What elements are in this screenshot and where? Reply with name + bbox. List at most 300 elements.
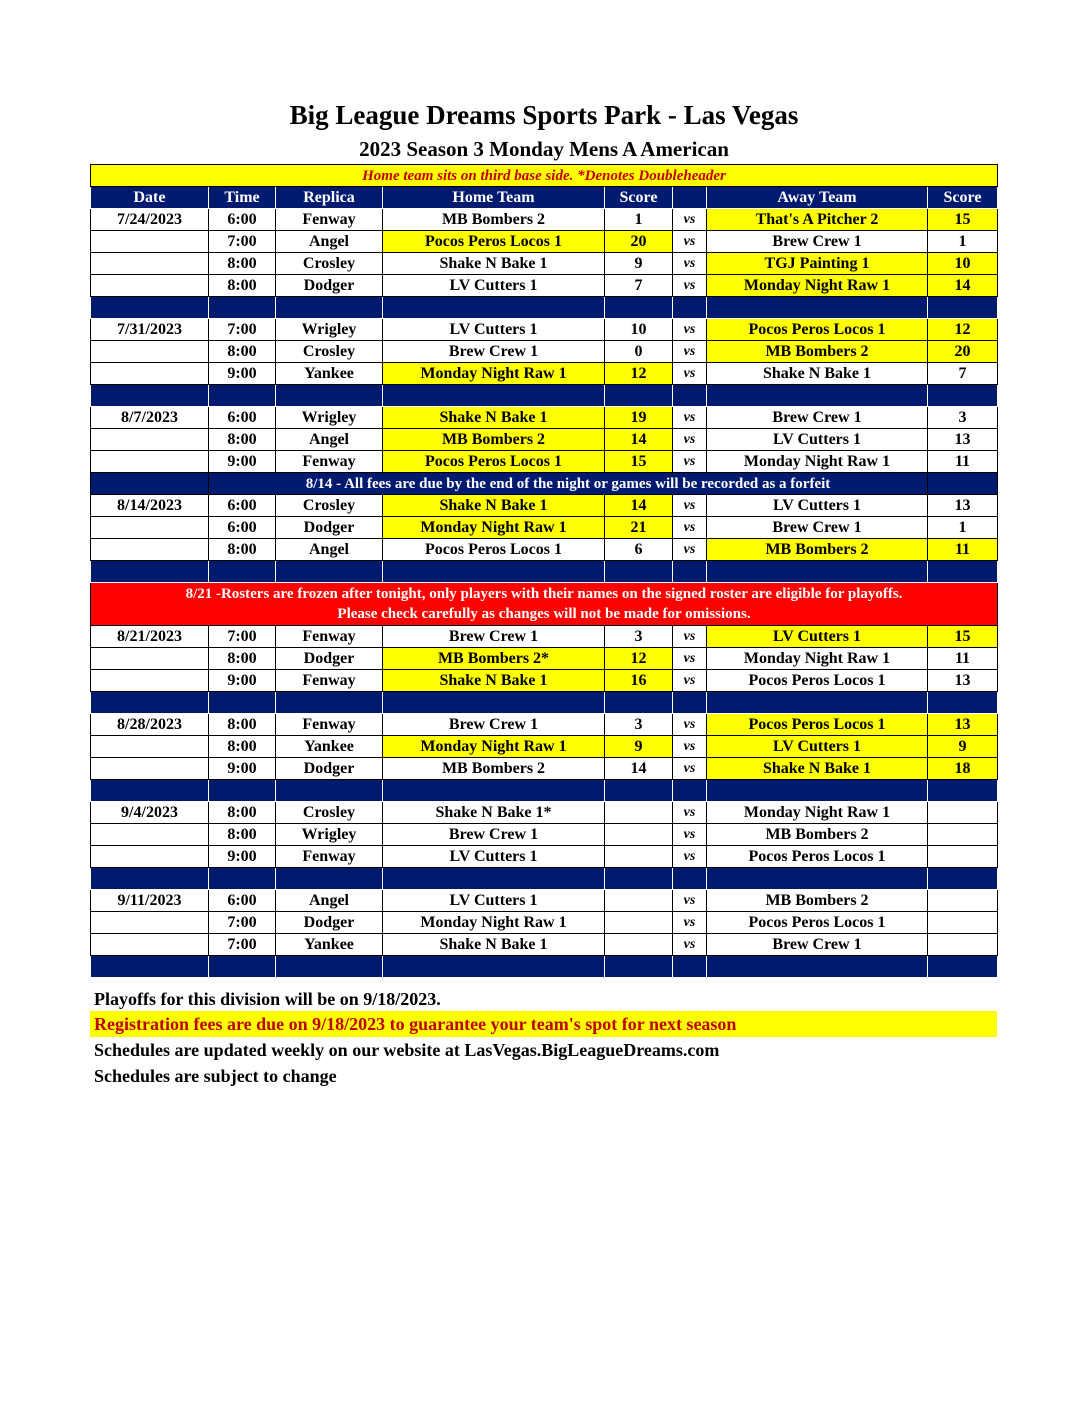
vs-label: vs (673, 912, 707, 934)
game-time: 8:00 (209, 341, 276, 363)
away-score: 13 (928, 495, 998, 517)
header-time: Time (209, 187, 276, 209)
away-score: 1 (928, 231, 998, 253)
game-row (91, 517, 998, 539)
game-time: 7:00 (209, 231, 276, 253)
home-score: 20 (605, 231, 673, 253)
game-time: 7:00 (209, 934, 276, 956)
vs-label: vs (673, 517, 707, 539)
home-score: 9 (605, 736, 673, 758)
game-time: 9:00 (209, 670, 276, 692)
game-field: Dodger (276, 912, 383, 934)
separator-cell (673, 561, 707, 583)
game-date (91, 253, 209, 275)
separator-cell (383, 956, 605, 978)
separator-cell (605, 956, 673, 978)
separator-cell (91, 297, 209, 319)
home-score: 1 (605, 209, 673, 231)
header-home-team: Home Team (383, 187, 605, 209)
vs-label: vs (673, 670, 707, 692)
game-row (91, 539, 998, 561)
separator-cell (605, 385, 673, 407)
home-score: 3 (605, 626, 673, 648)
game-date: 8/14/2023 (91, 495, 209, 517)
separator-cell (673, 868, 707, 890)
away-score: 11 (928, 539, 998, 561)
game-field: Dodger (276, 758, 383, 780)
vs-label: vs (673, 253, 707, 275)
away-score: 15 (928, 209, 998, 231)
game-row (91, 714, 998, 736)
away-team: Brew Crew 1 (707, 517, 928, 539)
separator-cell (605, 561, 673, 583)
header-date: Date (91, 187, 209, 209)
away-score: 20 (928, 341, 998, 363)
game-time: 6:00 (209, 890, 276, 912)
separator-cell (605, 780, 673, 802)
home-team: MB Bombers 2 (383, 209, 605, 231)
game-field: Wrigley (276, 824, 383, 846)
game-field: Fenway (276, 626, 383, 648)
separator-cell (673, 385, 707, 407)
separator-cell (91, 385, 209, 407)
game-date (91, 824, 209, 846)
doubleheader-note: Home team sits on third base side. *Denotes Doubleheader (91, 165, 998, 187)
header-home-score: Score (605, 187, 673, 209)
game-row (91, 407, 998, 429)
home-team: Shake N Bake 1* (383, 802, 605, 824)
away-score (928, 890, 998, 912)
separator-cell (928, 868, 998, 890)
game-date: 9/4/2023 (91, 802, 209, 824)
separator-cell (276, 385, 383, 407)
away-score: 9 (928, 736, 998, 758)
game-row (91, 253, 998, 275)
game-date: 8/21/2023 (91, 626, 209, 648)
separator-cell (91, 956, 209, 978)
schedule-table (90, 164, 998, 978)
separator-cell (707, 385, 928, 407)
vs-label: vs (673, 846, 707, 868)
away-score: 13 (928, 670, 998, 692)
game-time: 8:00 (209, 275, 276, 297)
game-row (91, 231, 998, 253)
vs-label: vs (673, 824, 707, 846)
game-field: Angel (276, 429, 383, 451)
game-date (91, 451, 209, 473)
game-time: 7:00 (209, 626, 276, 648)
separator-cell (276, 561, 383, 583)
game-field: Dodger (276, 648, 383, 670)
game-row (91, 846, 998, 868)
away-team: That's A Pitcher 2 (707, 209, 928, 231)
header-away-team: Away Team (707, 187, 928, 209)
game-time: 6:00 (209, 209, 276, 231)
home-score (605, 912, 673, 934)
week-separator-row (91, 385, 998, 407)
separator-cell (209, 868, 276, 890)
separator-cell (605, 868, 673, 890)
vs-label: vs (673, 231, 707, 253)
separator-cell (707, 692, 928, 714)
home-team: MB Bombers 2 (383, 429, 605, 451)
home-score: 0 (605, 341, 673, 363)
game-date (91, 846, 209, 868)
vs-label: vs (673, 758, 707, 780)
game-field: Angel (276, 231, 383, 253)
away-score: 13 (928, 714, 998, 736)
fee-banner-row (91, 473, 998, 495)
separator-cell (928, 561, 998, 583)
home-score (605, 890, 673, 912)
game-row (91, 319, 998, 341)
game-field: Crosley (276, 495, 383, 517)
game-row (91, 802, 998, 824)
separator-cell (928, 297, 998, 319)
game-row (91, 670, 998, 692)
home-score: 3 (605, 714, 673, 736)
separator-cell (673, 780, 707, 802)
home-score: 14 (605, 495, 673, 517)
game-time: 9:00 (209, 758, 276, 780)
game-date (91, 912, 209, 934)
game-field: Dodger (276, 275, 383, 297)
home-score: 19 (605, 407, 673, 429)
game-time: 8:00 (209, 802, 276, 824)
away-score: 18 (928, 758, 998, 780)
away-score: 1 (928, 517, 998, 539)
separator-cell (707, 561, 928, 583)
home-score (605, 802, 673, 824)
separator-cell (383, 780, 605, 802)
away-score (928, 934, 998, 956)
home-team: Shake N Bake 1 (383, 934, 605, 956)
roster-notice-line: Please check carefully as changes will not be made for omissions. (337, 606, 751, 622)
game-row (91, 934, 998, 956)
away-team: Monday Night Raw 1 (707, 275, 928, 297)
home-score (605, 934, 673, 956)
separator-cell (673, 956, 707, 978)
home-team: LV Cutters 1 (383, 890, 605, 912)
home-score (605, 824, 673, 846)
game-field: Yankee (276, 934, 383, 956)
roster-notice-line: 8/21 -Rosters are frozen after tonight, only players with their names on the signed roster are eligible for playoffs. (185, 586, 903, 602)
game-field: Fenway (276, 846, 383, 868)
game-date: 7/31/2023 (91, 319, 209, 341)
home-score: 14 (605, 758, 673, 780)
away-team: LV Cutters 1 (707, 429, 928, 451)
home-team: Monday Night Raw 1 (383, 736, 605, 758)
game-date (91, 539, 209, 561)
game-time: 8:00 (209, 253, 276, 275)
separator-cell (209, 385, 276, 407)
separator-cell (383, 385, 605, 407)
vs-label: vs (673, 495, 707, 517)
away-team: Pocos Peros Locos 1 (707, 319, 928, 341)
registration-note: Registration fees are due on 9/18/2023 to guarantee your team's spot for next season (90, 1011, 997, 1037)
separator-cell (91, 692, 209, 714)
home-score (605, 846, 673, 868)
separator-cell (383, 868, 605, 890)
game-field: Fenway (276, 670, 383, 692)
vs-label: vs (673, 890, 707, 912)
home-score: 9 (605, 253, 673, 275)
game-date (91, 275, 209, 297)
week-separator-row (91, 692, 998, 714)
game-field: Fenway (276, 714, 383, 736)
home-team: LV Cutters 1 (383, 846, 605, 868)
away-team: Monday Night Raw 1 (707, 802, 928, 824)
away-score: 10 (928, 253, 998, 275)
home-team: Pocos Peros Locos 1 (383, 539, 605, 561)
game-time: 7:00 (209, 912, 276, 934)
away-team: Monday Night Raw 1 (707, 451, 928, 473)
away-team: MB Bombers 2 (707, 539, 928, 561)
header-vs (673, 187, 707, 209)
away-team: Brew Crew 1 (707, 407, 928, 429)
home-team: Monday Night Raw 1 (383, 912, 605, 934)
separator-cell (928, 780, 998, 802)
away-score (928, 824, 998, 846)
home-score: 6 (605, 539, 673, 561)
separator-cell (209, 297, 276, 319)
game-date (91, 758, 209, 780)
game-date: 8/28/2023 (91, 714, 209, 736)
game-field: Crosley (276, 802, 383, 824)
vs-label: vs (673, 407, 707, 429)
game-time: 8:00 (209, 824, 276, 846)
game-field: Crosley (276, 341, 383, 363)
away-team: MB Bombers 2 (707, 824, 928, 846)
away-team: Shake N Bake 1 (707, 363, 928, 385)
separator-cell (707, 780, 928, 802)
game-date (91, 736, 209, 758)
home-team: Pocos Peros Locos 1 (383, 451, 605, 473)
vs-label: vs (673, 275, 707, 297)
game-row (91, 363, 998, 385)
game-date (91, 648, 209, 670)
away-team: Pocos Peros Locos 1 (707, 670, 928, 692)
away-team: Pocos Peros Locos 1 (707, 912, 928, 934)
separator-cell (383, 561, 605, 583)
game-row (91, 451, 998, 473)
game-time: 6:00 (209, 495, 276, 517)
week-separator-row (91, 561, 998, 583)
game-row (91, 429, 998, 451)
separator-cell (276, 956, 383, 978)
game-row (91, 341, 998, 363)
roster-notice-row (91, 583, 998, 626)
game-time: 8:00 (209, 648, 276, 670)
away-score: 15 (928, 626, 998, 648)
separator-cell (209, 956, 276, 978)
home-team: Shake N Bake 1 (383, 407, 605, 429)
home-score: 15 (605, 451, 673, 473)
week-separator-row (91, 780, 998, 802)
game-row (91, 758, 998, 780)
game-time: 7:00 (209, 319, 276, 341)
separator-cell (276, 780, 383, 802)
vs-label: vs (673, 341, 707, 363)
week-separator-row (91, 956, 998, 978)
header-away-score: Score (928, 187, 998, 209)
vs-label: vs (673, 626, 707, 648)
game-field: Yankee (276, 363, 383, 385)
game-row (91, 648, 998, 670)
fee-banner: 8/14 - All fees are due by the end of the night or games will be recorded as a forfeit (209, 473, 928, 495)
separator-cell (707, 956, 928, 978)
home-team: Brew Crew 1 (383, 824, 605, 846)
game-date (91, 429, 209, 451)
away-score: 11 (928, 451, 998, 473)
week-separator-row (91, 297, 998, 319)
home-team: Brew Crew 1 (383, 341, 605, 363)
page-title: Big League Dreams Sports Park - Las Vegas (289, 100, 799, 130)
separator-cell (91, 868, 209, 890)
separator-cell (673, 692, 707, 714)
game-row (91, 912, 998, 934)
vs-label: vs (673, 934, 707, 956)
away-score: 12 (928, 319, 998, 341)
home-score: 10 (605, 319, 673, 341)
separator-cell (276, 868, 383, 890)
game-date: 8/7/2023 (91, 407, 209, 429)
home-team: Monday Night Raw 1 (383, 363, 605, 385)
game-field: Fenway (276, 451, 383, 473)
game-field: Dodger (276, 517, 383, 539)
away-team: Brew Crew 1 (707, 934, 928, 956)
separator-cell (673, 297, 707, 319)
away-score: 13 (928, 429, 998, 451)
separator-cell (383, 297, 605, 319)
header-row (91, 187, 998, 209)
home-team: Shake N Bake 1 (383, 253, 605, 275)
game-time: 8:00 (209, 539, 276, 561)
game-field: Wrigley (276, 319, 383, 341)
away-score (928, 912, 998, 934)
website-note: Schedules are updated weekly on our website at LasVegas.BigLeagueDreams.com (94, 1040, 720, 1060)
vs-label: vs (673, 209, 707, 231)
home-team: Pocos Peros Locos 1 (383, 231, 605, 253)
away-team: Pocos Peros Locos 1 (707, 714, 928, 736)
separator-cell (91, 780, 209, 802)
home-team: Brew Crew 1 (383, 626, 605, 648)
vs-label: vs (673, 451, 707, 473)
away-team: Shake N Bake 1 (707, 758, 928, 780)
vs-label: vs (673, 802, 707, 824)
away-score (928, 802, 998, 824)
home-team: MB Bombers 2 (383, 758, 605, 780)
away-team: TGJ Painting 1 (707, 253, 928, 275)
game-row (91, 890, 998, 912)
separator-cell (605, 692, 673, 714)
away-team: LV Cutters 1 (707, 736, 928, 758)
game-row (91, 495, 998, 517)
game-field: Yankee (276, 736, 383, 758)
away-team: MB Bombers 2 (707, 890, 928, 912)
home-team: Shake N Bake 1 (383, 495, 605, 517)
game-row (91, 275, 998, 297)
home-team: LV Cutters 1 (383, 319, 605, 341)
home-team: LV Cutters 1 (383, 275, 605, 297)
home-score: 7 (605, 275, 673, 297)
separator-cell (928, 385, 998, 407)
home-team: Shake N Bake 1 (383, 670, 605, 692)
game-date (91, 231, 209, 253)
separator-cell (209, 692, 276, 714)
separator-cell (209, 780, 276, 802)
game-date (91, 341, 209, 363)
game-row (91, 736, 998, 758)
vs-label: vs (673, 648, 707, 670)
game-date (91, 670, 209, 692)
game-date: 7/24/2023 (91, 209, 209, 231)
header-replica: Replica (276, 187, 383, 209)
home-team: Monday Night Raw 1 (383, 517, 605, 539)
separator-cell (928, 956, 998, 978)
separator-cell (91, 473, 209, 495)
away-score: 14 (928, 275, 998, 297)
game-field: Wrigley (276, 407, 383, 429)
week-separator-row (91, 868, 998, 890)
vs-label: vs (673, 429, 707, 451)
game-time: 6:00 (209, 407, 276, 429)
away-team: Pocos Peros Locos 1 (707, 846, 928, 868)
vs-label: vs (673, 363, 707, 385)
home-score: 21 (605, 517, 673, 539)
game-date (91, 363, 209, 385)
away-team: MB Bombers 2 (707, 341, 928, 363)
game-time: 8:00 (209, 736, 276, 758)
roster-notice (91, 583, 998, 626)
separator-cell (707, 868, 928, 890)
separator-cell (209, 561, 276, 583)
separator-cell (605, 297, 673, 319)
game-row (91, 824, 998, 846)
game-time: 6:00 (209, 517, 276, 539)
separator-cell (276, 297, 383, 319)
game-date (91, 934, 209, 956)
vs-label: vs (673, 319, 707, 341)
separator-cell (91, 561, 209, 583)
page-subtitle: 2023 Season 3 Monday Mens A American (359, 137, 729, 161)
game-time: 9:00 (209, 846, 276, 868)
game-field: Angel (276, 539, 383, 561)
game-time: 8:00 (209, 429, 276, 451)
vs-label: vs (673, 539, 707, 561)
game-row (91, 626, 998, 648)
game-date: 9/11/2023 (91, 890, 209, 912)
game-field: Angel (276, 890, 383, 912)
game-time: 9:00 (209, 451, 276, 473)
away-score (928, 846, 998, 868)
away-team: LV Cutters 1 (707, 626, 928, 648)
change-note: Schedules are subject to change (94, 1066, 337, 1086)
game-date (91, 517, 209, 539)
home-team: MB Bombers 2* (383, 648, 605, 670)
home-score: 16 (605, 670, 673, 692)
vs-label: vs (673, 736, 707, 758)
game-row (91, 209, 998, 231)
separator-cell (276, 692, 383, 714)
playoffs-note: Playoffs for this division will be on 9/18/2023. (94, 989, 441, 1009)
home-score: 14 (605, 429, 673, 451)
game-field: Crosley (276, 253, 383, 275)
separator-cell (928, 473, 998, 495)
home-score: 12 (605, 363, 673, 385)
separator-cell (383, 692, 605, 714)
away-team: Brew Crew 1 (707, 231, 928, 253)
